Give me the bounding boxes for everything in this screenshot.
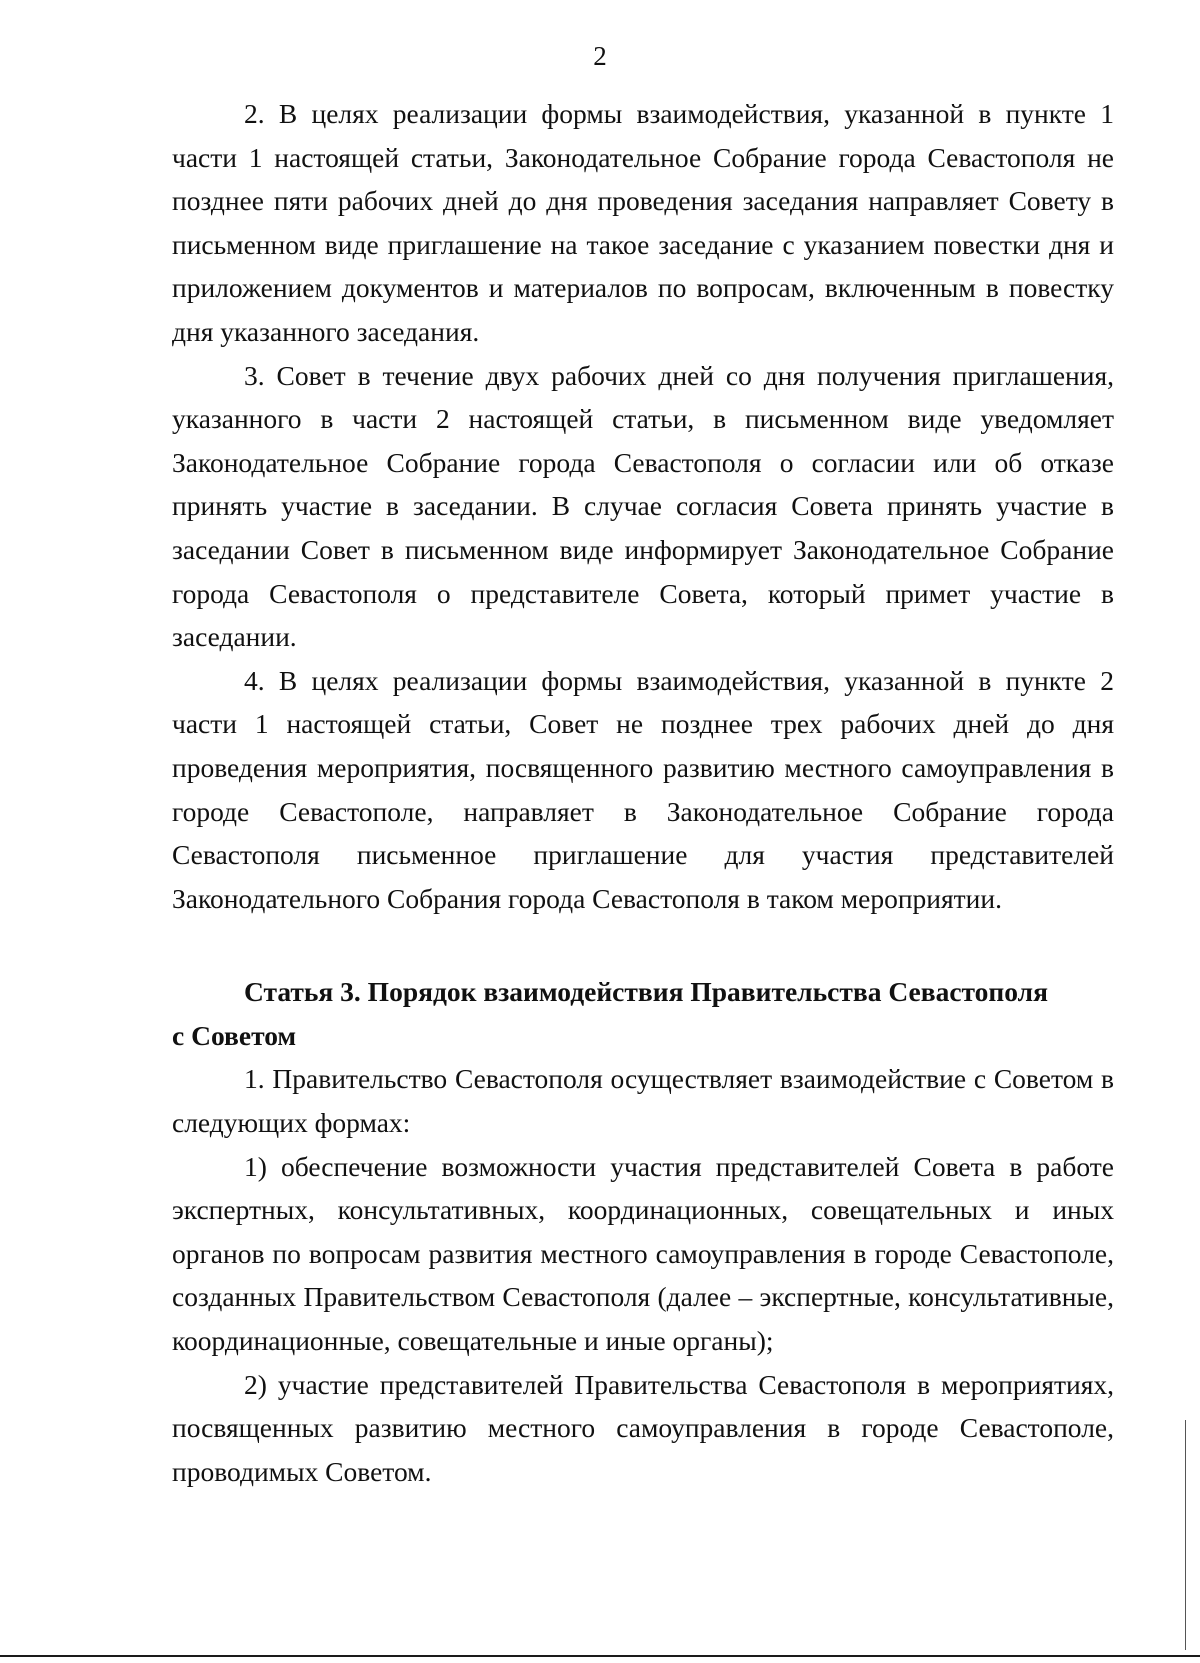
article-3-item-2: 2) участие представителей Правительства Севастополя в мероприятиях, посвященных развитию местного самоуправления в городе Севастополе, проводимых Советом. <box>172 1368 1114 1487</box>
paragraph-4: 4. В целях реализации формы взаимодействия, указанной в пункте 2 части 1 настоящей статьи, Совет не позднее трех рабочих дней до дня проведения мероприятия, посвященного развитию местного самоуправления в городе Севастополе, направляет в Законодательное Собрание города Севастополя письменное приглашение для участия представителей Законодательного Собрания города Севастополя в таком мероприятии. <box>172 664 1114 914</box>
page-number: 2 <box>593 41 607 71</box>
article-3-heading: Статья 3. Порядок взаимодействия Правительства Севастополя <box>244 976 1048 1008</box>
article-3-heading-continued: с Советом <box>172 1019 297 1051</box>
scan-bottom-edge <box>0 1655 1200 1657</box>
paragraph-3: 3. Совет в течение двух рабочих дней со дня получения приглашения, указанного в части 2 настоящей статьи, в письменном виде уведомляет Законодательное Собрание города Севастополя о согласии или об отказе принять участие в заседании. В случае согласия Совета принять участие в заседании Совет в письменном виде информирует Законодательное Собрание города Севастополя о представителе Совета, который примет участие в заседании. <box>172 359 1114 653</box>
article-3-paragraph-1: 1. Правительство Севастополя осуществляет взаимодействие с Советом в следующих формах: <box>172 1063 1114 1139</box>
scan-edge-line <box>1185 1420 1186 1650</box>
paragraph-2: 2. В целях реализации формы взаимодействия, указанной в пункте 1 части 1 настоящей статьи, Законодательное Собрание города Севастополя не позднее пяти рабочих дней до дня проведения заседания направляет Совету в письменном виде приглашение на такое заседание с указанием повестки дня и приложением документов и материалов по вопросам, включенным в повестку дня указанного заседания. <box>172 98 1114 347</box>
article-3-item-1: 1) обеспечение возможности участия представителей Совета в работе экспертных, консультативных, координационных, совещательных и иных органов по вопросам развития местного самоуправления в городе Севастополе, созданных Правительством Севастополя (далее – экспертные, консультативные, координационные, совещательные и иные органы); <box>172 1150 1114 1357</box>
document-body <box>172 92 1114 1493</box>
